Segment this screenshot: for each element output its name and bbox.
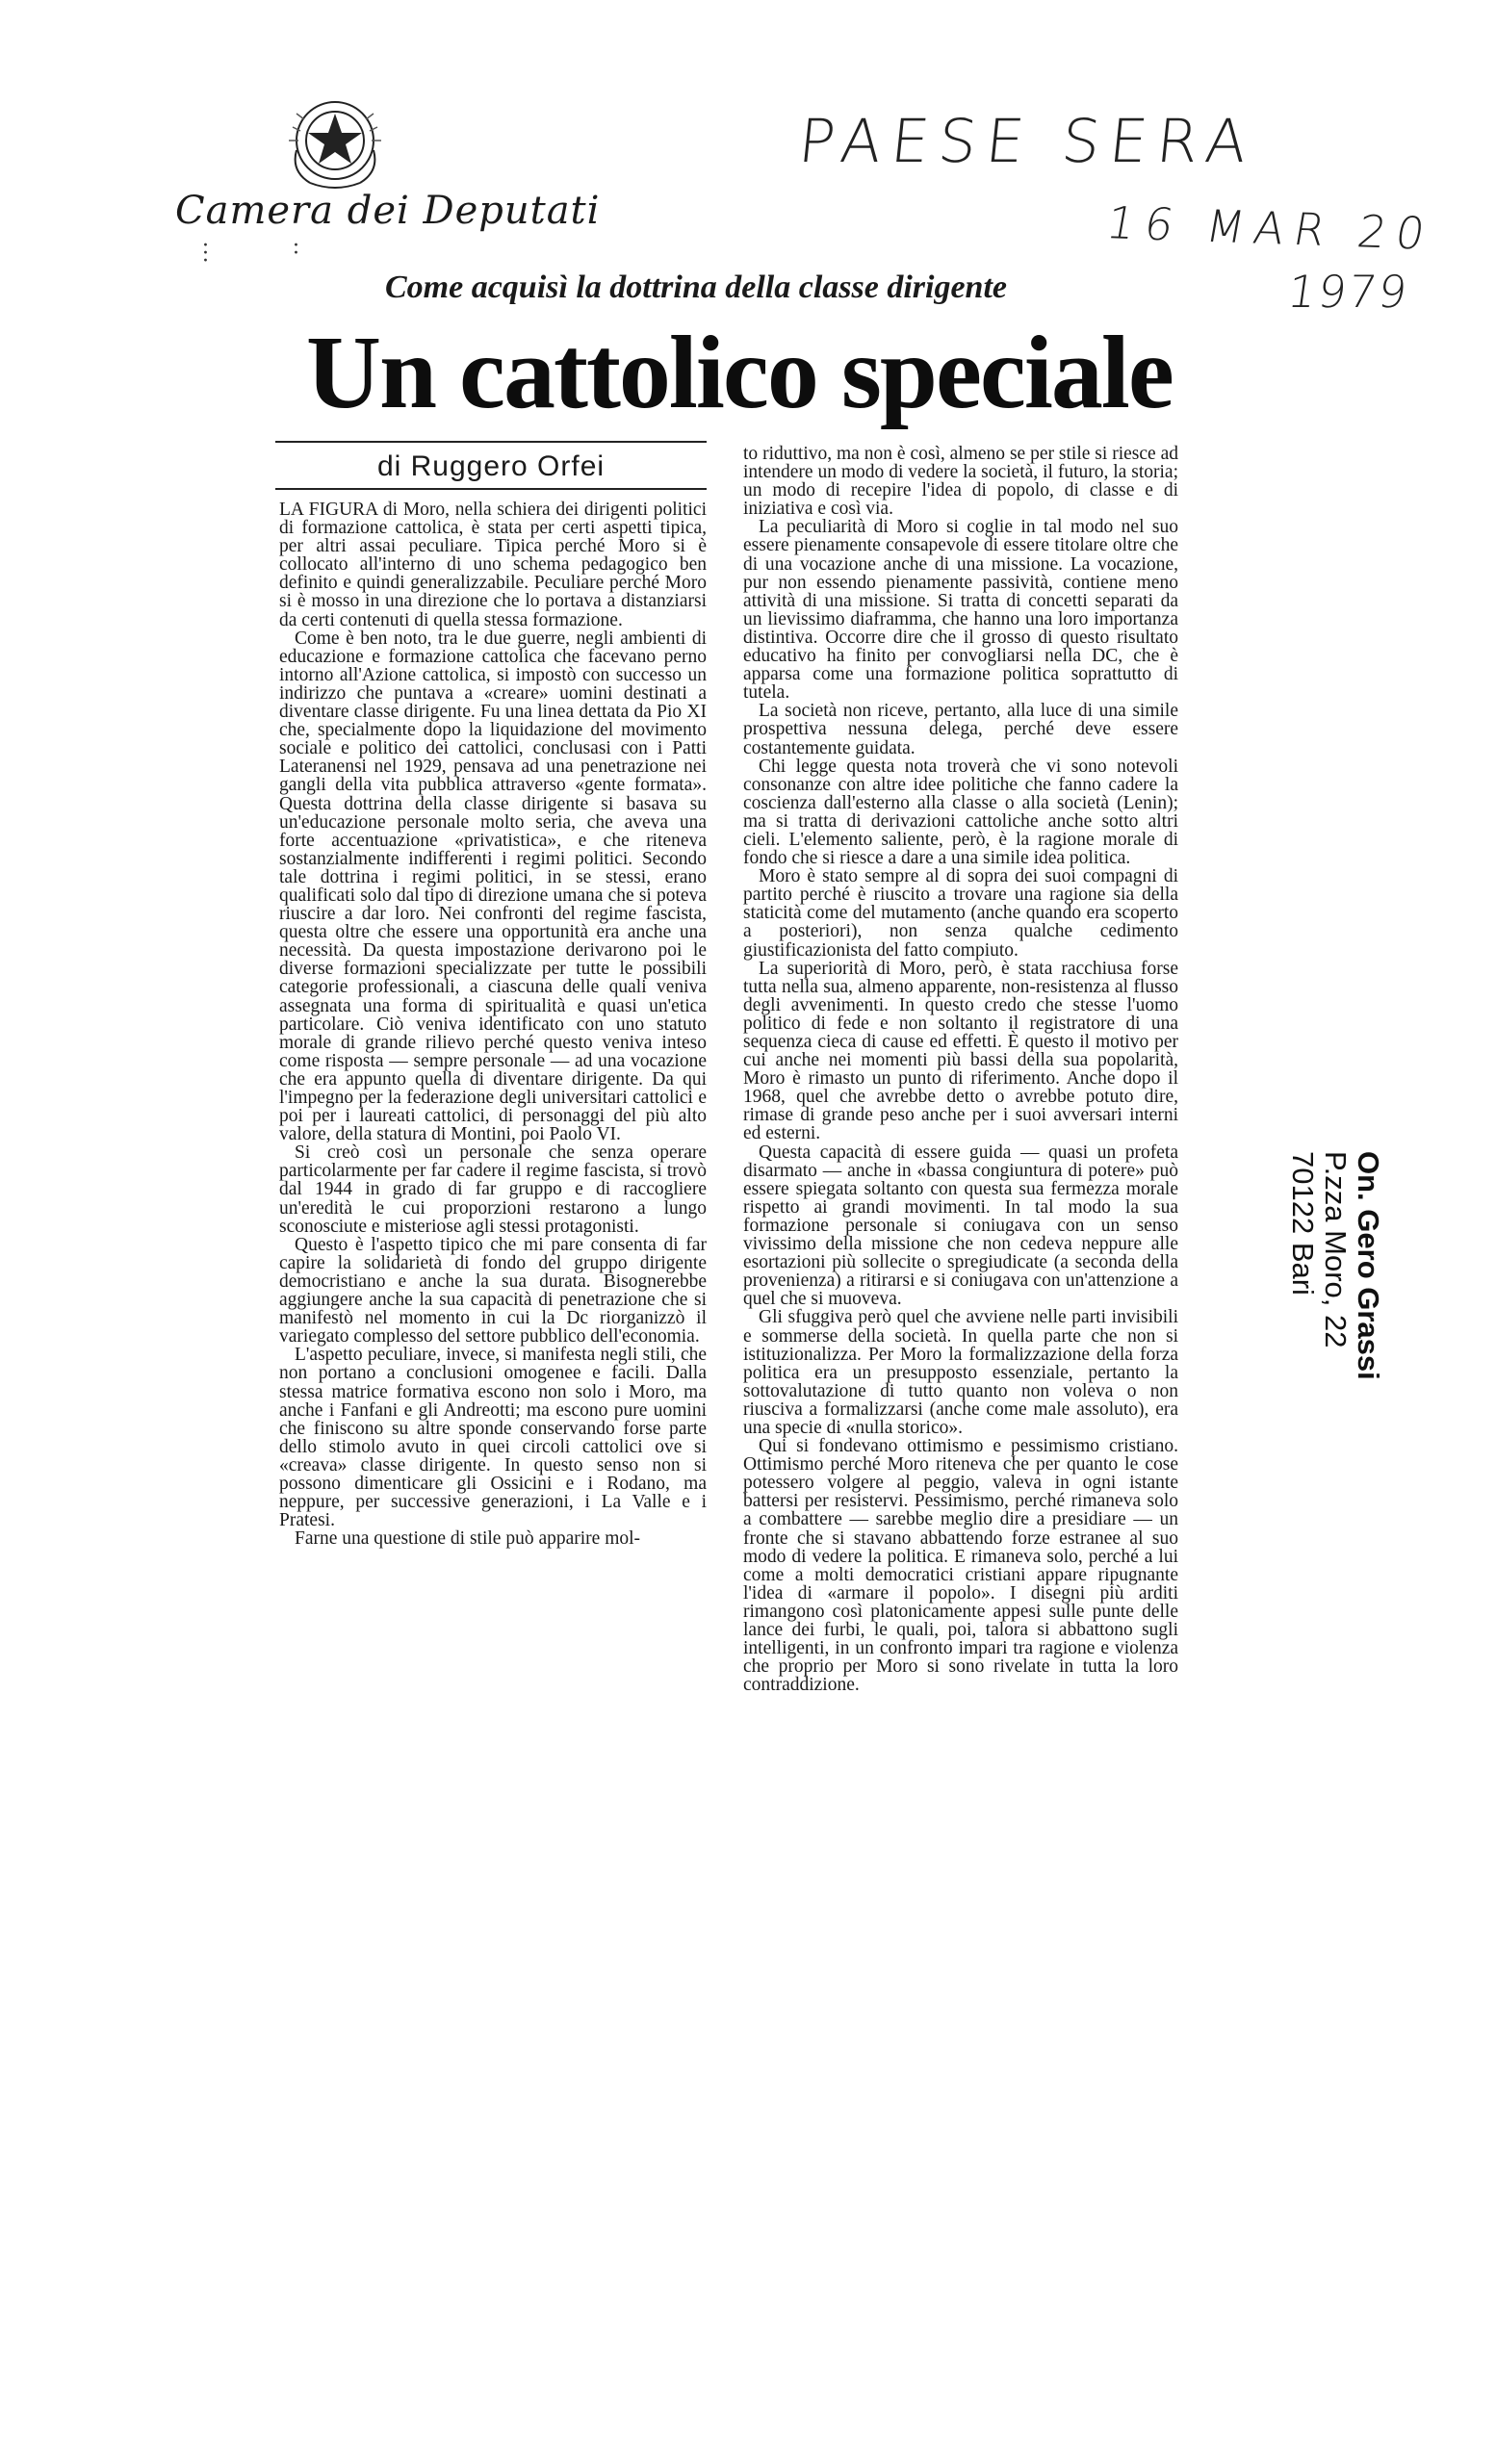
paragraph: La peculiarità di Moro si coglie in tal modo nel suo essere pienamente consapevole di essere titolare oltre che di una vocazione anche di una missione. La vocazione, pur non essendo pienamente passività, contiene meno attività di una missione. Si tratta di concetti separati da un lievissimo diaframma, che hanno una loro importanza distintiva. Occorre dire che il grosso di questo risultato educativo ha finito per convogliarsi nella DC, che è apparsa come una formazione politica soprattutto di tutela.	[743, 517, 1178, 704]
letterhead-institution: Camera dei Deputati	[175, 189, 601, 233]
paragraph: L'aspetto peculiare, invece, si manifesta negli stili, che non portano a conclusioni omogenee e facili. Dalla stessa matrice formativa escono non solo i Moro, ma anche i Fanfani e gli Andreotti; ma escono pure uomini che finiscono su altre sponde conservando forse parte dello stimolo avuto in quei circoli cattolici ove si «creava» classe dirigente. In questo senso non si possono dimenticare gli Ossicini e i Rodano, ma neppure, per successive generazioni, i La Valle e i Pratesi.	[279, 1345, 707, 1531]
stamp-city: 70122 Bari	[1286, 1151, 1320, 1296]
paragraph: La società non riceve, pertanto, alla luce di una simile prospettiva nessuna delega, perché deve essere costantemente guidata.	[743, 701, 1178, 758]
paragraph: Chi legge questa nota troverà che vi sono notevoli consonanze con altre idee politiche che fanno cadere la coscienza dall'esterno alla classe o alla società (Lenin); ma si tratta di derivazioni cattoliche anche sotto altri cieli. L'elemento saliente, però, è la ragione morale di fondo che si riesce a dare a una simile idea politica.	[743, 756, 1178, 869]
letterhead-cut-line: · · · · ·	[202, 234, 338, 273]
paragraph: Questa capacità di essere guida — quasi un profeta disarmato — anche in «bassa congiuntura di potere» può essere spiegata soltanto con questa sua fermezza morale rispetto ai grandi movimenti. In tal modo la sua formazione personale si coniugava con un senso vivissimo della missione che non cedeva neppure alle esortazioni più sollecite o spregiudicate (a seconda della provenienza) a ritirarsi e si coniugava con un'attenzione a quel che si muoveva.	[743, 1142, 1178, 1310]
handwritten-date: 16 MAR 20	[1102, 196, 1439, 260]
address-stamp	[1288, 1151, 1384, 1748]
stamp-street: P.zza Moro, 22	[1319, 1151, 1353, 1348]
handwritten-year: 1979	[1284, 266, 1412, 318]
article-headline: Un cattolico speciale	[306, 316, 1173, 430]
paragraph: Gli sfuggiva però quel che avviene nelle parti invisibili e sommerse della società. In quella parte che non si istituzionalizza. Per Moro la formalizzazione della forza politica era un presupposto essenziale, pertanto la sottovalutazione di tutto quanto non voleva o non riusciva a formalizzarsi (anche come male assoluto), era una specie di «nulla storico».	[743, 1307, 1178, 1438]
article-column-2	[743, 445, 1178, 1694]
paragraph: Moro è stato sempre al di sopra dei suoi compagni di partito perché è riuscito a trovare una ragione sia della staticità come del mutamento (anche quando era scoperto a posteriori), non senza qualche cedimento giustificazionista del fatto compiuto.	[743, 866, 1178, 961]
stamp-name: On. Gero Grassi	[1352, 1151, 1385, 1380]
paragraph: to riduttivo, ma non è così, almeno se per stile si riesce ad intendere un modo di vedere la società, il futuro, la storia; un modo di recepire l'idea di popolo, di classe e di iniziativa e così via.	[743, 444, 1178, 520]
paragraph: Come è ben noto, tra le due guerre, negli ambienti di educazione e formazione cattolica che facevano perno intorno all'Azione cattolica, si impostò con successo un indirizzo che puntava a «creare» uomini destinati a diventare classe dirigente. Fu una linea dettata da Pio XI che, specialmente dopo la liquidazione del movimento sociale e politico dei cattolici, conclusasi con i Patti Lateranensi nel 1929, pensava ad una penetrazione nei gangli della vita pubblica attraverso «gente formata». Questa dottrina della classe dirigente si basava su un'educazione personale molto seria, che aveva una forte accentuazione «privatistica», e che riteneva sostanzialmente indifferenti i regimi politici. Secondo tale dottrina i regimi politici, in se stessi, erano qualificati solo dal tipo di direzione umana che si poteva riuscire a dar loro. Nei confronti del regime fascista, questa oltre che essere una opportunità era anche una necessità. Da questa impostazione derivarono poi le diverse formazioni specializzate per tutte le possibili categorie professionali, a ciascuna delle quali veniva assegnata una forma di spiritualità e quasi un'etica particolare. Ciò veniva identificato con uno statuto morale di grande rilievo perché questo veniva inteso come risposta — sempre personale — ad una vocazione che era appunto quella di diventare dirigente. Da qui l'impegno per la federazione degli universitari cattolici e poi per i laureati cattolici, di personaggi del più alto valore, della statura di Montini, poi Paolo VI.	[279, 628, 707, 1145]
paragraph: La superiorità di Moro, però, è stata racchiusa forse tutta nella sua, almeno apparente, non-resistenza al flusso degli avvenimenti. In questo credo che stesse l'uomo politico di fede e non soltanto il registratore di una sequenza cieca di cause ed effetti. È questo il motivo per cui anche nei momenti più bassi della sua popolarità, Moro è rimasto un punto di riferimento. Anche dopo il 1968, quel che avrebbe detto o avrebbe potuto dire, rimase di grande peso anche per i suoi avversari interni ed esterni.	[743, 958, 1178, 1144]
article-column-1	[279, 500, 707, 1548]
byline-top-rule	[275, 441, 707, 443]
paragraph: Qui si fondevano ottimismo e pessimismo cristiano. Ottimismo perché Moro riteneva che per quanto le cose potessero volgere al peggio, valeva in ogni istante battersi per resistervi. Pessimismo, perché rimaneva solo a combattere — sarebbe meglio dire a presidiare — un fronte che si stavano abbattendo forze estranee al suo modo di vedere la politica. E rimaneva solo, perché a lui come a molti democratici cristiani appare ripugnante l'idea di «armare il popolo». I disegni più arditi rimangono così platonicamente appesi sulle punte delle lance dei furbi, le quali, poi, talora si abbattono sugli intelligenti, in un confronto impari tra ragione e violenza che proprio per Moro si sono rivelate in tutta la loro contraddizione.	[743, 1436, 1178, 1696]
article-byline: di Ruggero Orfei	[376, 450, 606, 482]
italian-republic-emblem-icon	[281, 92, 389, 192]
paragraph: Si creò così un personale che senza operare particolarmente per far cadere il regime fascista, si trovò dal 1944 in grado di far gruppo e di raccogliere un'eredità le cui proporzioni restarono a lungo sconosciute e misteriose agli stessi protagonisti.	[279, 1142, 707, 1237]
article-kicker: Come acquisì la dottrina della classe dirigente	[385, 270, 1007, 305]
byline-bottom-rule	[275, 488, 707, 490]
paragraph: Questo è l'aspetto tipico che mi pare consenta di far capire la solidarietà di fondo del gruppo dirigente democristiano e anche la sua durata. Bisognerebbe aggiungere anche la sua capacità di penetrazione che si manifestò nel momento in cui la Dc riorganizzò il variegato complesso del settore pubblico dell'economia.	[279, 1234, 707, 1348]
paragraph: Farne una questione di stile può apparire mol-	[295, 1528, 641, 1550]
paragraph: LA FIGURA di Moro, nella schiera dei dirigenti politici di formazione cattolica, è stata per certi aspetti tipica, per altri assai peculiare. Tipica perché Moro si è collocato all'interno di uno schema pedagogico ben definito e quindi generalizzabile. Peculiare perché Moro si è mosso in una direzione che lo portava a distanziarsi da certi contenuti di quella stessa formazione.	[279, 500, 707, 630]
handwritten-newspaper-name: PAESE SERA	[795, 106, 1260, 176]
